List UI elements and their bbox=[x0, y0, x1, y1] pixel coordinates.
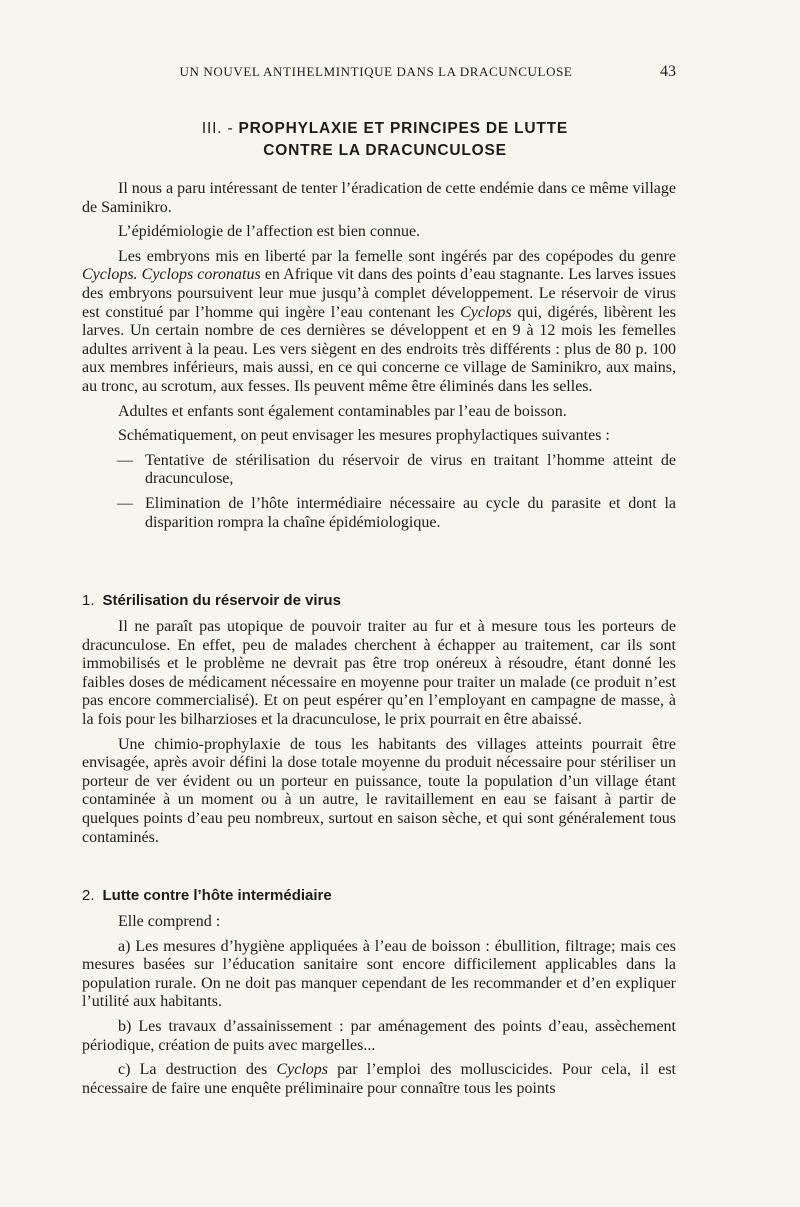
subsection-title: Lutte contre l’hôte intermédiaire bbox=[102, 887, 332, 904]
subsection-title: Stérilisation du réservoir de virus bbox=[102, 592, 341, 609]
dash-mark: — bbox=[117, 494, 133, 512]
running-head: UN NOUVEL ANTIHELMINTIQUE DANS LA DRACUNCULOSE bbox=[179, 64, 573, 79]
text-run: Les embryons mis en liberté par la femelle sont ingérés par des copépodes du genre bbox=[118, 247, 676, 265]
paragraph: b) Les travaux d’assainissement : par aménagement des points d’eau, assèchement périodique, création de puits avec margelles... bbox=[82, 1017, 676, 1054]
section-title-line1: PROPHYLAXIE ET PRINCIPES DE LUTTE bbox=[238, 120, 569, 137]
paragraph bbox=[82, 248, 676, 397]
paragraph: Elle comprend : bbox=[118, 913, 221, 930]
dash-text: Tentative de stérilisation du réservoir de virus en traitant l’homme atteint de dracunculose, bbox=[145, 451, 676, 488]
dash-item bbox=[82, 452, 676, 489]
subsection1-block bbox=[82, 618, 676, 853]
italic-term: Cyclops bbox=[460, 303, 512, 321]
text-run: qui, digérés, libèrent les larves. Un certain nombre de ces dernières se développent et en 9 à 12 mois les femelles adultes arrivent à la peau. Les vers siègent en des endroits très différents : plus de 80 p. 100 aux membres inférieurs, mais aussi, en ce qui concerne ce village de Saminikro, aux mains, au tronc, au scrotum, aux fesses. Ils peuvent même être éliminés dans les selles. bbox=[82, 303, 676, 395]
italic-term: Cyclops coronatus bbox=[141, 266, 261, 284]
subsection-number: 2. bbox=[82, 887, 95, 904]
subsection-heading-2 bbox=[82, 887, 676, 904]
text-run: c) La destruction des bbox=[118, 1061, 277, 1079]
subsection-heading-1 bbox=[82, 592, 676, 609]
paragraph: a) Les mesures d’hygiène appliquées à l’eau de boisson : ébullition, filtrage; mais ces mesures basées sur l’éducation sanitaire sont encore difficilement applicables dans la population rurale. On ne doit pas manquer cependant de les recommander et d’en expliquer l’utilité aux habitants. bbox=[82, 937, 676, 1011]
page-number: 43 bbox=[660, 63, 676, 80]
intro-block bbox=[82, 180, 676, 538]
subsection-number: 1. bbox=[82, 592, 95, 609]
dash-mark: — bbox=[117, 451, 133, 469]
italic-term: Cyclops. bbox=[82, 266, 138, 284]
dash-text: Elimination de l’hôte intermédiaire nécessaire au cycle du parasite et dont la disparition rompra la chaîne épidémiologique. bbox=[145, 494, 676, 531]
paragraph: Adultes et enfants sont également contaminables par l’eau de boisson. bbox=[118, 402, 567, 420]
text-run: en Afrique vit dans des points d’eau stagnante. Les larves issues des embryons poursuivent leur mue jusqu’à complet développement. Le réservoir de virus est constitué par l’homme qui ingère l’eau contenant les bbox=[82, 266, 677, 321]
paragraph: Il nous a paru intéressant de tenter l’éradication de cette endémie dans ce même village de Saminikro. bbox=[82, 180, 676, 216]
italic-term: Cyclops bbox=[276, 1061, 328, 1079]
text-run: par l’emploi des molluscicides. Pour cela, il est nécessaire de faire une enquête préliminaire pour connaître tous les points bbox=[82, 1061, 676, 1097]
section-title bbox=[170, 118, 600, 162]
subsection2-block bbox=[82, 913, 676, 1104]
paragraph bbox=[82, 1061, 676, 1098]
section-number: III. - bbox=[201, 120, 234, 137]
paragraph: Schématiquement, on peut envisager les mesures prophylactiques suivantes : bbox=[118, 427, 610, 445]
paragraph: Une chimio-prophylaxie de tous les habitants des villages atteints pourrait être envisagée, après avoir défini la dose totale moyenne du produit nécessaire pour stériliser un porteur de ver évident ou un porteur en puissance, toute la population d’un village étant contaminée à un moment ou à un autre, le ravitaillement en eau se faisant à partir de quelques points d’eau peu nombreux, surtout en saison sèche, et qui sont généralement tous contaminés. bbox=[82, 735, 676, 846]
section-title-line2: CONTRE LA DRACUNCULOSE bbox=[263, 142, 507, 159]
dash-item bbox=[82, 495, 676, 532]
paragraph: L’épidémiologie de l’affection est bien connue. bbox=[118, 223, 421, 241]
paragraph: Il ne paraît pas utopique de pouvoir traiter au fur et à mesure tous les porteurs de dracunculose. En effet, peu de malades cherchent à échapper au traitement, car ils sont immobilisés et le problème ne devrait pas être trop onéreux à résoudre, étant donné les faibles doses de médicament nécessaire en moyenne pour traiter un malade (ce produit n’est pas encore commercialisé). Et on peut espérer qu’en l’employant en campagne de masse, à la fois pour les bilharzioses et la dracunculose, le prix pourrait en être abaissé. bbox=[82, 618, 676, 728]
